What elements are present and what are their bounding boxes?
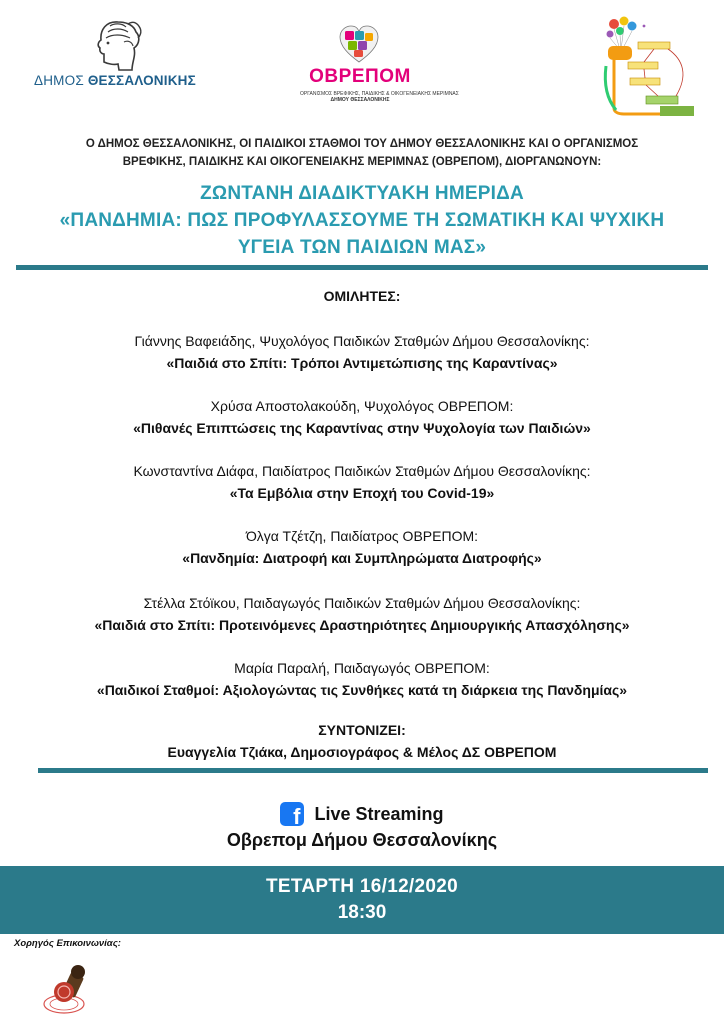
obrepom-logo-name: ΟΒΡΕΠΟΜ (309, 66, 411, 87)
media-sponsor-label: Χορηγός Επικοινωνίας: (14, 938, 121, 949)
obrepom-logo-subtitle: ΟΡΓΑΝΙΣΜΟΣ ΒΡΕΦΙΚΗΣ, ΠΑΙΔΙΚΗΣ & ΟΙΚΟΓΕΝΕΙΑΚΗΣ ΜΕΡΙΜΝΑΣ (300, 91, 459, 97)
speaker-item (0, 395, 724, 439)
speaker-talk-title: «Τα Εμβόλια στην Εποχή του Covid-19» (229, 485, 495, 501)
event-title-line-1: ΖΩΝΤΑΝΗ ΔΙΑΔΙΚΤΥΑΚΗ ΗΜΕΡΙΔΑ (200, 183, 524, 204)
live-streaming-label[interactable]: Live Streaming (314, 803, 444, 824)
speaker-name: Μαρία Παραλή, Παιδαγωγός ΟΒΡΕΠΟΜ: (234, 660, 490, 676)
coordinator-name: Ευαγγελία Τζιάκα, Δημοσιογράφος & Μέλος ΔΣ ΟΒΡΕΠΟΜ (167, 744, 557, 760)
speaker-talk-title: «Πανδημία: Διατροφή και Συμπληρώματα Διατροφής» (182, 550, 542, 566)
event-title-line-3: ΥΓΕΙΑ ΤΩΝ ΠΑΙΔΙΩΝ ΜΑΣ» (237, 237, 487, 258)
coordinator-heading: ΣΥΝΤΟΝΙΖΕΙ: (318, 722, 406, 738)
event-time: 18:30 (337, 902, 387, 923)
speaker-name: Χρύσα Αποστολακούδη, Ψυχολόγος ΟΒΡΕΠΟΜ: (210, 398, 514, 414)
speaker-item (0, 460, 724, 504)
organizers-intro (40, 135, 684, 171)
alexander-head-icon (88, 18, 144, 72)
balloons-flowchart-logo (600, 16, 700, 120)
obrepom-logo (300, 24, 459, 104)
obrepom-logo-municipality: ΔΗΜΟΥ ΘΕΣΣΑΛΟΝΙΚΗΣ (330, 97, 390, 103)
speaker-talk-title: «Παιδιά στο Σπίτι: Τρόποι Αντιμετώπισης της Καραντίνας» (166, 355, 558, 371)
live-streaming (0, 802, 724, 828)
intro-line-1: Ο ΔΗΜΟΣ ΘΕΣΣΑΛΟΝΙΚΗΣ, ΟΙ ΠΑΙΔΙΚΟΙ ΣΤΑΘΜΟΙ ΤΟΥ ΔΗΜΟΥ ΘΕΣΣΑΛΟΝΙΚΗΣ ΚΑΙ Ο ΟΡΓΑΝΙΣΜΟΣ (85, 138, 639, 150)
speaker-item (0, 330, 724, 374)
speaker-item (0, 592, 724, 636)
event-title-line-2: «ΠΑΝΔΗΜΙΑ: ΠΩΣ ΠΡΟΦΥΛΑΣΣΟΥΜΕ ΤΗ ΣΩΜΑΤΙΚΗ ΚΑΙ ΨΥΧΙΚΗ (59, 210, 665, 231)
speaker-item (0, 657, 724, 701)
speaker-name: Κωνσταντίνα Διάφα, Παιδίατρος Παιδικών Σταθμών Δήμου Θεσσαλονίκης: (133, 463, 591, 479)
city-of-thessaloniki-logo (28, 18, 208, 93)
streaming-channel-name[interactable]: Οβρεπομ Δήμου Θεσσαλονίκης (226, 830, 498, 850)
speaker-talk-title: «Παιδικοί Σταθμοί: Αξιολογώντας τις Συνθήκες κατά τη διάρκεια της Πανδημίας» (96, 682, 628, 698)
speaker-talk-title: «Πιθανές Επιπτώσεις της Καραντίνας στην Ψυχολογία των Παιδιών» (133, 420, 591, 436)
intro-line-2: ΒΡΕΦΙΚΗΣ, ΠΑΙΔΙΚΗΣ ΚΑΙ ΟΙΚΟΓΕΝΕΙΑΚΗΣ ΜΕΡΙΜΝΑΣ (ΟΒΡΕΠΟΜ), ΔΙΟΡΓΑΝΩΝΟΥΝ: (122, 156, 602, 168)
speaker-item (0, 525, 724, 569)
speaker-name: Γιάννης Βαφειάδης, Ψυχολόγος Παιδικών Σταθμών Δήμου Θεσσαλονίκης: (134, 333, 590, 349)
event-title (30, 180, 694, 261)
speaker-name: Όλγα Τζέτζη, Παιδίατρος ΟΒΡΕΠΟΜ: (245, 528, 479, 544)
puzzle-heart-icon (338, 24, 380, 64)
divider-top (16, 265, 708, 270)
city-logo-text: ΔΗΜΟΣ ΘΕΣΣΑΛΟΝΙΚΗΣ (34, 73, 196, 88)
speaker-name: Στέλλα Στόϊκου, Παιδαγωγός Παιδικών Σταθμών Δήμου Θεσσαλονίκης: (143, 595, 581, 611)
divider-bottom (38, 768, 708, 773)
facebook-icon[interactable]: f (280, 802, 304, 826)
media-sponsor-logo (38, 960, 102, 1016)
speaker-talk-title: «Παιδιά στο Σπίτι: Προτεινόμενες Δραστηριότητες Δημιουργικής Απασχόλησης» (94, 617, 630, 633)
event-date-band (0, 866, 724, 934)
speakers-heading: ΟΜΙΛΗΤΕΣ: (323, 288, 401, 304)
event-date: ΤΕΤΑΡΤΗ 16/12/2020 (266, 876, 458, 897)
